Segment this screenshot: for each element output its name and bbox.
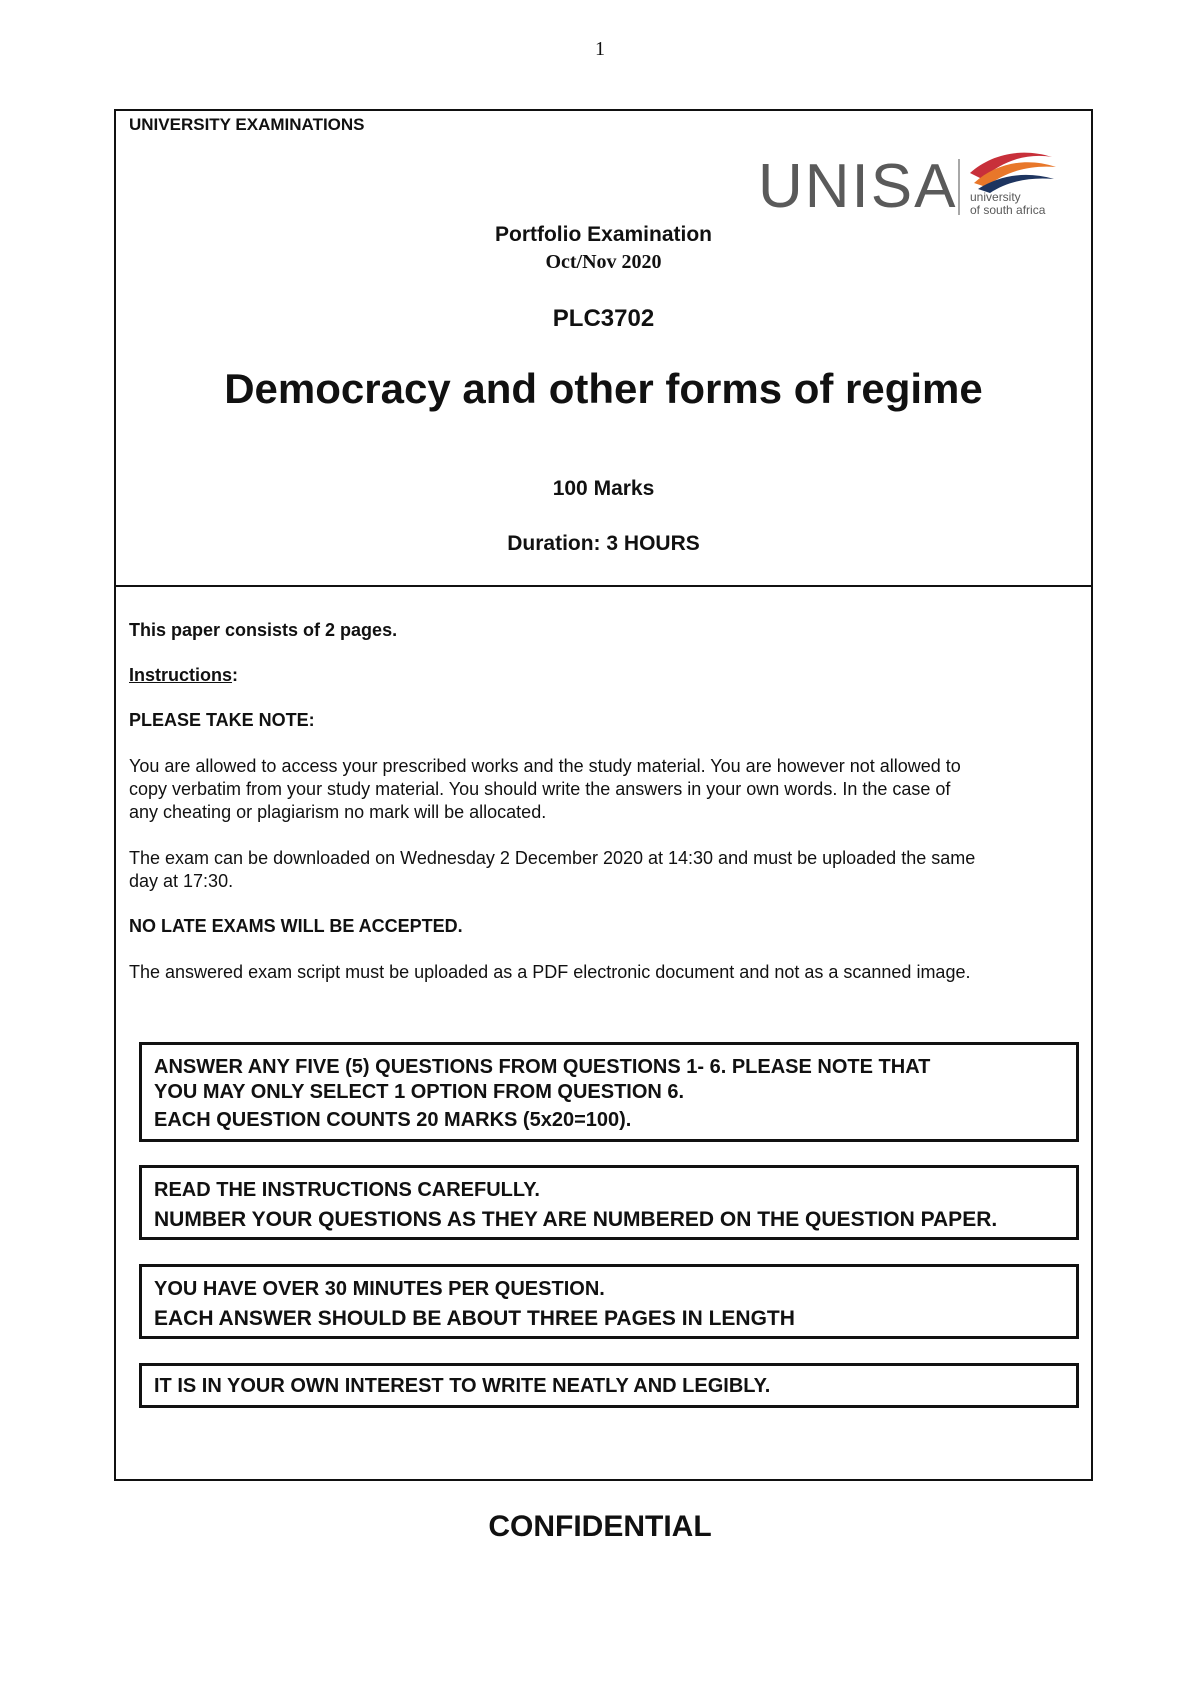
logo-tagline-line1: university	[970, 190, 1021, 204]
total-marks: 100 Marks	[552, 477, 655, 500]
instructions-heading	[129, 664, 1079, 687]
notice-box-time-per-question	[139, 1264, 1079, 1339]
exam-date: Oct/Nov 2020	[545, 251, 662, 273]
exam-cover-frame	[114, 109, 1093, 1481]
notice-box-write-neatly	[139, 1363, 1079, 1408]
exam-header-section	[116, 111, 1091, 587]
module-title: Democracy and other forms of regime	[224, 365, 983, 412]
notice-line: READ THE INSTRUCTIONS CAREFULLY.	[154, 1179, 540, 1201]
instruction-paragraph-line: You are allowed to access your prescribed works and the study material. You are however not allowed to	[129, 756, 961, 776]
instructions-heading-text: Instructions	[129, 665, 233, 685]
notice-line: ANSWER ANY FIVE (5) QUESTIONS FROM QUESTIONS 1- 6. PLEASE NOTE THAT	[154, 1056, 931, 1078]
notice-box-answer-five	[139, 1042, 1079, 1142]
university-examinations-label: UNIVERSITY EXAMINATIONS	[129, 115, 365, 134]
logo-wordmark: UNISA	[758, 152, 958, 219]
notice-line: IT IS IN YOUR OWN INTEREST TO WRITE NEATLY AND LEGIBLY.	[154, 1375, 771, 1397]
notice-box-read-instructions	[139, 1165, 1079, 1240]
download-note-line: day at 17:30.	[129, 871, 234, 891]
notice-line: YOU MAY ONLY SELECT 1 OPTION FROM QUESTION 6.	[154, 1081, 685, 1103]
notice-line: YOU HAVE OVER 30 MINUTES PER QUESTION.	[154, 1278, 605, 1300]
download-note-line: The exam can be downloaded on Wednesday 2 December 2020 at 14:30 and must be uploaded the same	[129, 848, 976, 868]
instructions-heading-colon: :	[232, 665, 239, 685]
notice-line: EACH QUESTION COUNTS 20 MARKS (5x20=100).	[154, 1109, 632, 1131]
exam-duration: Duration: 3 HOURS	[507, 532, 700, 555]
take-note-heading: PLEASE TAKE NOTE:	[129, 710, 315, 730]
module-code: PLC3702	[552, 305, 655, 332]
pages-note: This paper consists of 2 pages.	[129, 620, 398, 640]
notice-line: EACH ANSWER SHOULD BE ABOUT THREE PAGES IN LENGTH	[154, 1307, 795, 1330]
notice-line: NUMBER YOUR QUESTIONS AS THEY ARE NUMBERED ON THE QUESTION PAPER.	[154, 1208, 998, 1231]
confidential-label: CONFIDENTIAL	[488, 1510, 712, 1543]
page-number: 1	[595, 38, 605, 60]
instruction-paragraph-line: copy verbatim from your study material. You should write the answers in your own words. In the case of	[129, 779, 951, 799]
late-exams-note: NO LATE EXAMS WILL BE ACCEPTED.	[129, 916, 463, 936]
unisa-logo	[758, 149, 1078, 219]
exam-type: Portfolio Examination	[494, 223, 712, 246]
instruction-paragraph-line: any cheating or plagiarism no mark will be allocated.	[129, 802, 547, 822]
logo-tagline-line2: of south africa	[970, 203, 1046, 217]
upload-format-note: The answered exam script must be uploaded as a PDF electronic document and not as a scanned image.	[129, 962, 971, 982]
